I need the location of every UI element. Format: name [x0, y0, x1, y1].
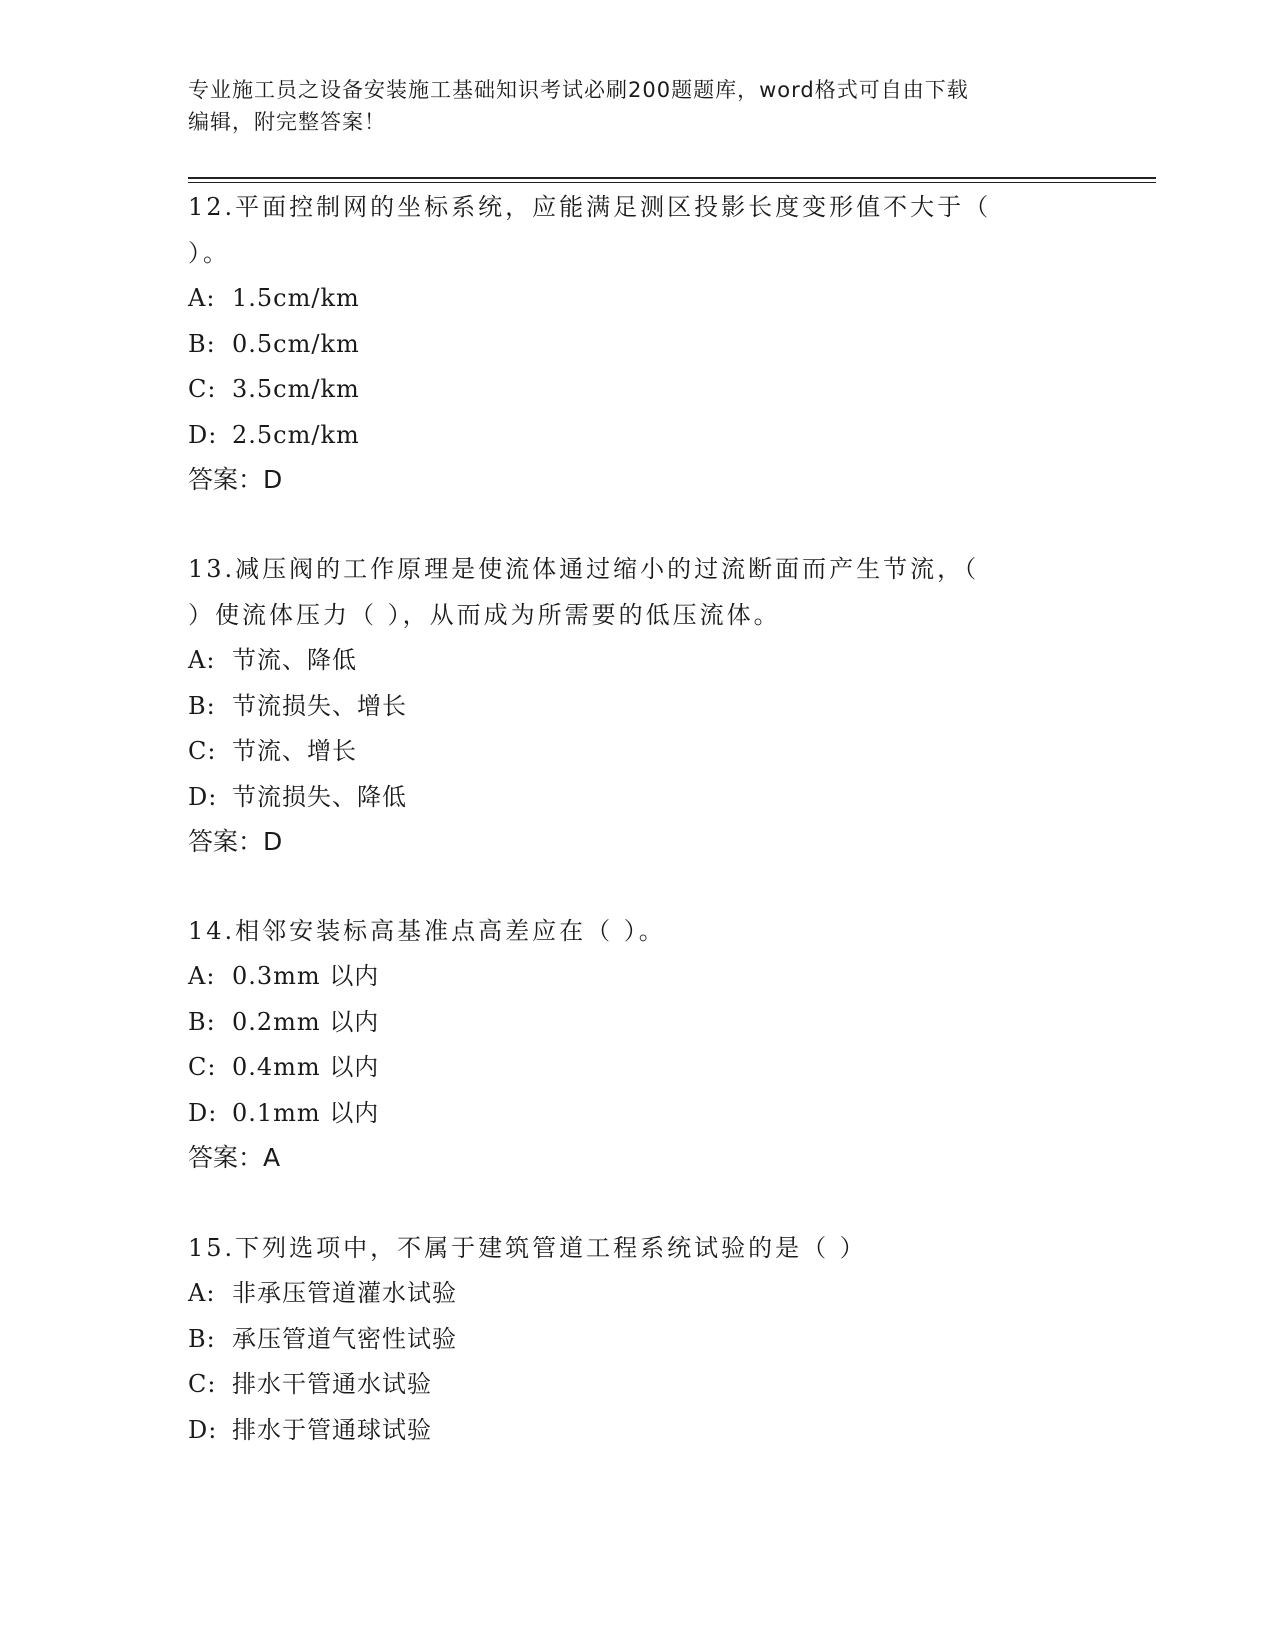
question-stem-line-1: 14.相邻安装标高基准点高差应在（ ）。 — [188, 917, 666, 945]
option-text: 节流、降低 — [232, 646, 357, 674]
option-label: C: — [188, 375, 217, 403]
question-stem-line-1: 15.下列选项中，不属于建筑管道工程系统试验的是（ ） — [188, 1234, 867, 1262]
option-a — [188, 276, 1068, 322]
option-text: 排水干管通水试验 — [232, 1370, 432, 1398]
option-text: 非承压管道灌水试验 — [232, 1279, 457, 1307]
option-c — [188, 1362, 1068, 1408]
option-label: D: — [188, 1098, 218, 1127]
option-label: B: — [188, 329, 216, 358]
option-label: A: — [188, 1279, 216, 1307]
option-d — [188, 1091, 1068, 1137]
question-stem-line-1: 12.平面控制网的坐标系统，应能满足测区投影长度变形值不大于（ — [188, 193, 992, 221]
question-15 — [188, 1225, 1068, 1453]
option-label: A: — [188, 646, 216, 674]
option-b — [188, 1000, 1068, 1046]
document-header — [188, 74, 1068, 138]
option-text: 节流、增长 — [232, 737, 357, 765]
option-label: C: — [188, 1053, 217, 1081]
option-text: 节流损失、增长 — [232, 691, 407, 720]
question-stem — [188, 184, 1068, 276]
question-stem — [188, 546, 1068, 638]
option-text: 0.3mm 以内 — [232, 962, 380, 990]
option-label: D: — [188, 1415, 218, 1444]
option-text: 0.5cm/km — [232, 329, 360, 358]
option-text: 0.1mm 以内 — [232, 1098, 380, 1127]
header-divider-thick — [188, 177, 1156, 179]
question-12 — [188, 184, 1068, 502]
option-label: C: — [188, 1370, 217, 1398]
question-stem-line-1: 13.减压阀的工作原理是使流体通过缩小的过流断面而产生节流，（ — [188, 555, 980, 583]
option-text: 0.4mm 以内 — [232, 1053, 380, 1081]
header-divider-thin — [188, 182, 1156, 183]
question-stem — [188, 1225, 1068, 1271]
question-stem-line-2: ）。 — [188, 239, 230, 267]
option-a — [188, 638, 1068, 684]
option-text: 承压管道气密性试验 — [232, 1324, 457, 1353]
option-label: D: — [188, 782, 218, 811]
option-label: B: — [188, 1007, 216, 1036]
option-text: 1.5cm/km — [232, 284, 360, 312]
option-b — [188, 684, 1068, 730]
option-text: 3.5cm/km — [232, 375, 360, 403]
option-label: A: — [188, 284, 216, 312]
option-b — [188, 1317, 1068, 1363]
option-label: A: — [188, 962, 216, 990]
question-13 — [188, 546, 1068, 864]
question-14 — [188, 908, 1068, 1180]
question-stem — [188, 908, 1068, 954]
option-label: D: — [188, 420, 218, 449]
option-b — [188, 322, 1068, 368]
option-c — [188, 729, 1068, 775]
answer: 答案：D — [188, 465, 283, 494]
option-d — [188, 413, 1068, 459]
option-text: 排水于管通球试验 — [232, 1415, 432, 1444]
question-stem-line-2: ）使流体压力（ ），从而成为所需要的低压流体。 — [188, 601, 781, 629]
option-label: B: — [188, 691, 216, 720]
header-line-2: 编辑，附完整答案！ — [188, 110, 386, 134]
option-text: 节流损失、降低 — [232, 782, 407, 811]
option-label: B: — [188, 1324, 216, 1353]
header-line-1: 专业施工员之设备安装施工基础知识考试必刷200题题库，word格式可自由下载 — [188, 78, 969, 102]
answer: 答案：A — [188, 1143, 281, 1172]
option-text: 2.5cm/km — [232, 420, 360, 449]
option-c — [188, 367, 1068, 413]
option-d — [188, 1408, 1068, 1454]
answer: 答案：D — [188, 827, 283, 856]
option-text: 0.2mm 以内 — [232, 1007, 380, 1036]
option-d — [188, 775, 1068, 821]
option-c — [188, 1045, 1068, 1091]
option-a — [188, 954, 1068, 1000]
option-a — [188, 1271, 1068, 1317]
option-label: C: — [188, 737, 217, 765]
